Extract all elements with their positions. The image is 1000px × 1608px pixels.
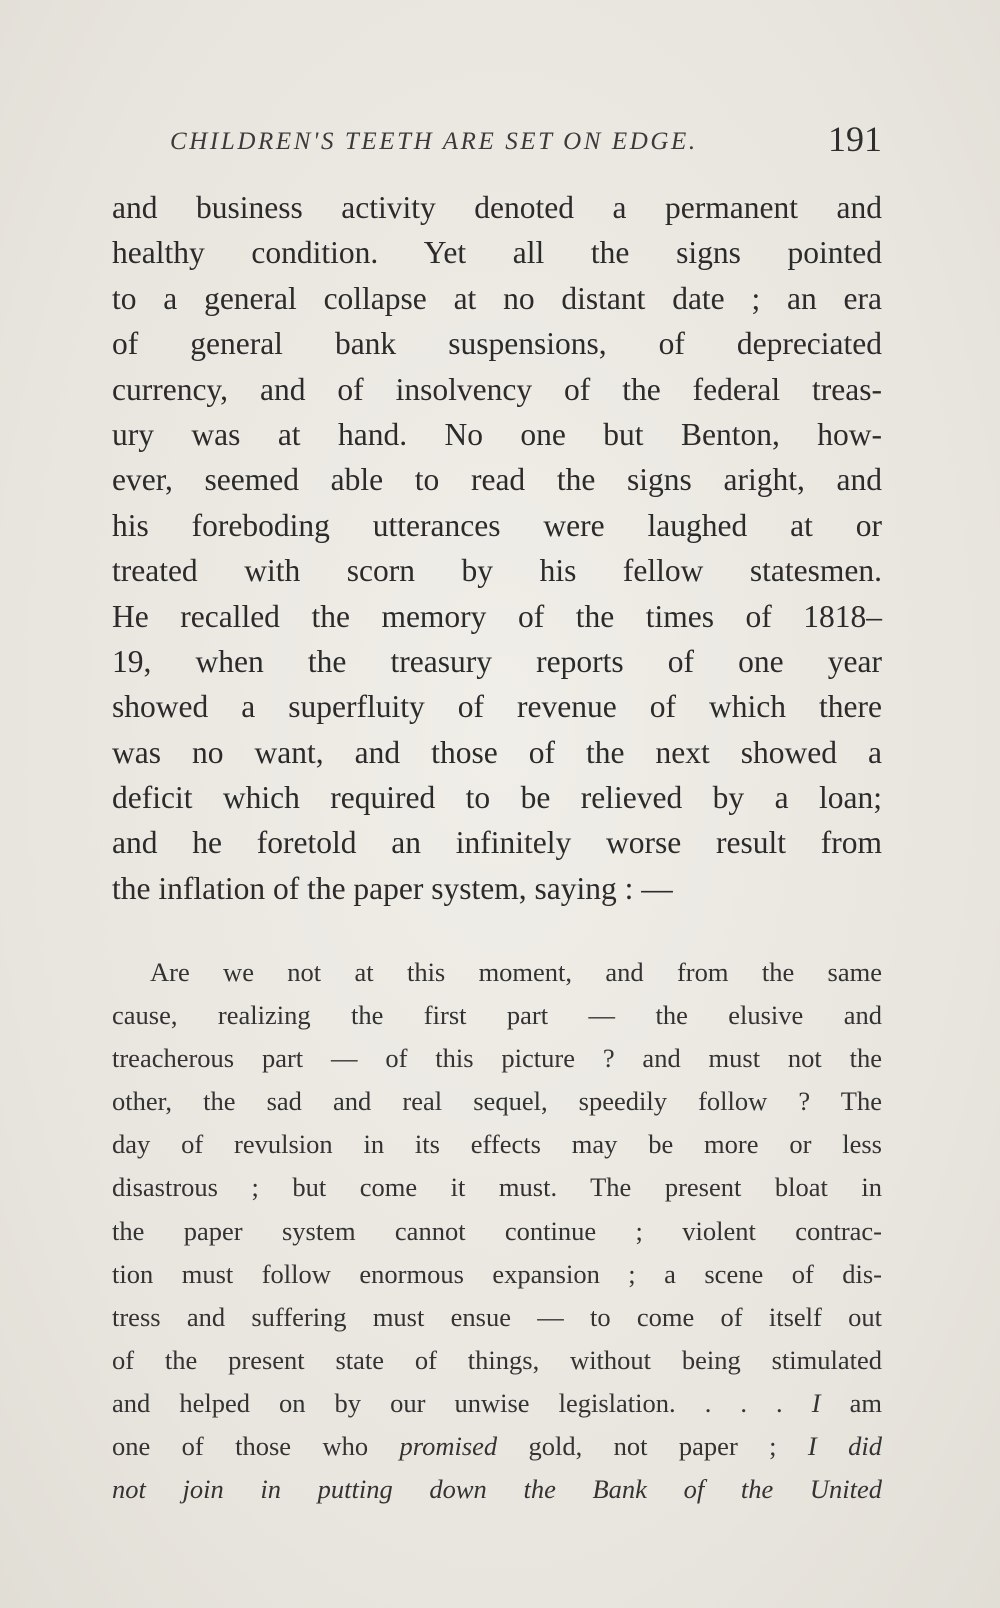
text-line: showed a superfluity of revenue of which there [112, 689, 882, 725]
quote-roman-segment: and helped on by our unwise legislation. . . . [112, 1387, 812, 1418]
quote-line: other, the sad and real sequel, speedily follow ? The [112, 1086, 882, 1117]
quote-line-mixed [112, 1425, 882, 1468]
text-line: his foreboding utterances were laughed at or [112, 507, 882, 543]
quote-line: the paper system cannot continue ; violent contrac- [112, 1215, 882, 1246]
quote-line: tion must follow enormous expansion ; a scene of dis- [112, 1258, 882, 1289]
quote-italic-segment: I [811, 1387, 821, 1418]
quote-line: disastrous ; but come it must. The present bloat in [112, 1172, 882, 1203]
text-line: to a general collapse at no distant date ; an era [112, 280, 882, 316]
quote-roman-segment: gold, not paper ; [497, 1431, 808, 1462]
quote-line: cause, realizing the first part — the elusive and [112, 1000, 882, 1031]
quote-line: treacherous part — of this picture ? and must not the [112, 1043, 882, 1074]
text-line: and business activity denoted a permanent and [112, 190, 882, 225]
text-line: He recalled the memory of the times of 1818– [112, 598, 882, 634]
quote-italic-segment: promised [399, 1431, 498, 1462]
quote-line-mixed [112, 1382, 882, 1425]
quote-line: Are we not at this moment, and from the same [150, 957, 882, 987]
quote-line: tress and suffering must ensue — to come of itself out [112, 1301, 882, 1332]
page-number: 191 [828, 119, 882, 159]
text-line: ever, seemed able to read the signs aright, and [112, 462, 882, 498]
quote-line: of the present state of things, without being stimulated [112, 1344, 882, 1375]
quote-line-italic: not join in putting down the Bank of the United [112, 1474, 882, 1505]
quote-roman-segment: one of those who [112, 1431, 400, 1462]
text-line: treated with scorn by his fellow statesmen. [112, 553, 882, 589]
text-line: ury was at hand. No one but Benton, how- [112, 416, 882, 452]
text-line: 19, when the treasury reports of one year [112, 643, 882, 679]
text-line: the inflation of the paper system, saying : — [112, 870, 673, 906]
quote-roman-segment: am [820, 1387, 883, 1418]
page-header [112, 118, 882, 168]
quote-line: day of revulsion in its effects may be more or less [112, 1129, 882, 1160]
block-quotation [112, 951, 882, 1511]
text-line: and he foretold an infinitely worse result from [112, 825, 882, 861]
main-paragraph [112, 185, 882, 911]
running-head: CHILDREN'S TEETH ARE SET ON EDGE. [170, 128, 698, 155]
text-line: healthy condition. Yet all the signs pointed [112, 235, 882, 271]
text-line: of general bank suspensions, of depreciated [112, 326, 882, 362]
text-line: deficit which required to be relieved by a loan; [112, 780, 882, 816]
quote-italic-segment: I did [807, 1431, 883, 1462]
text-line: currency, and of insolvency of the federal treas- [112, 371, 882, 407]
text-line: was no want, and those of the next showed a [112, 734, 882, 770]
